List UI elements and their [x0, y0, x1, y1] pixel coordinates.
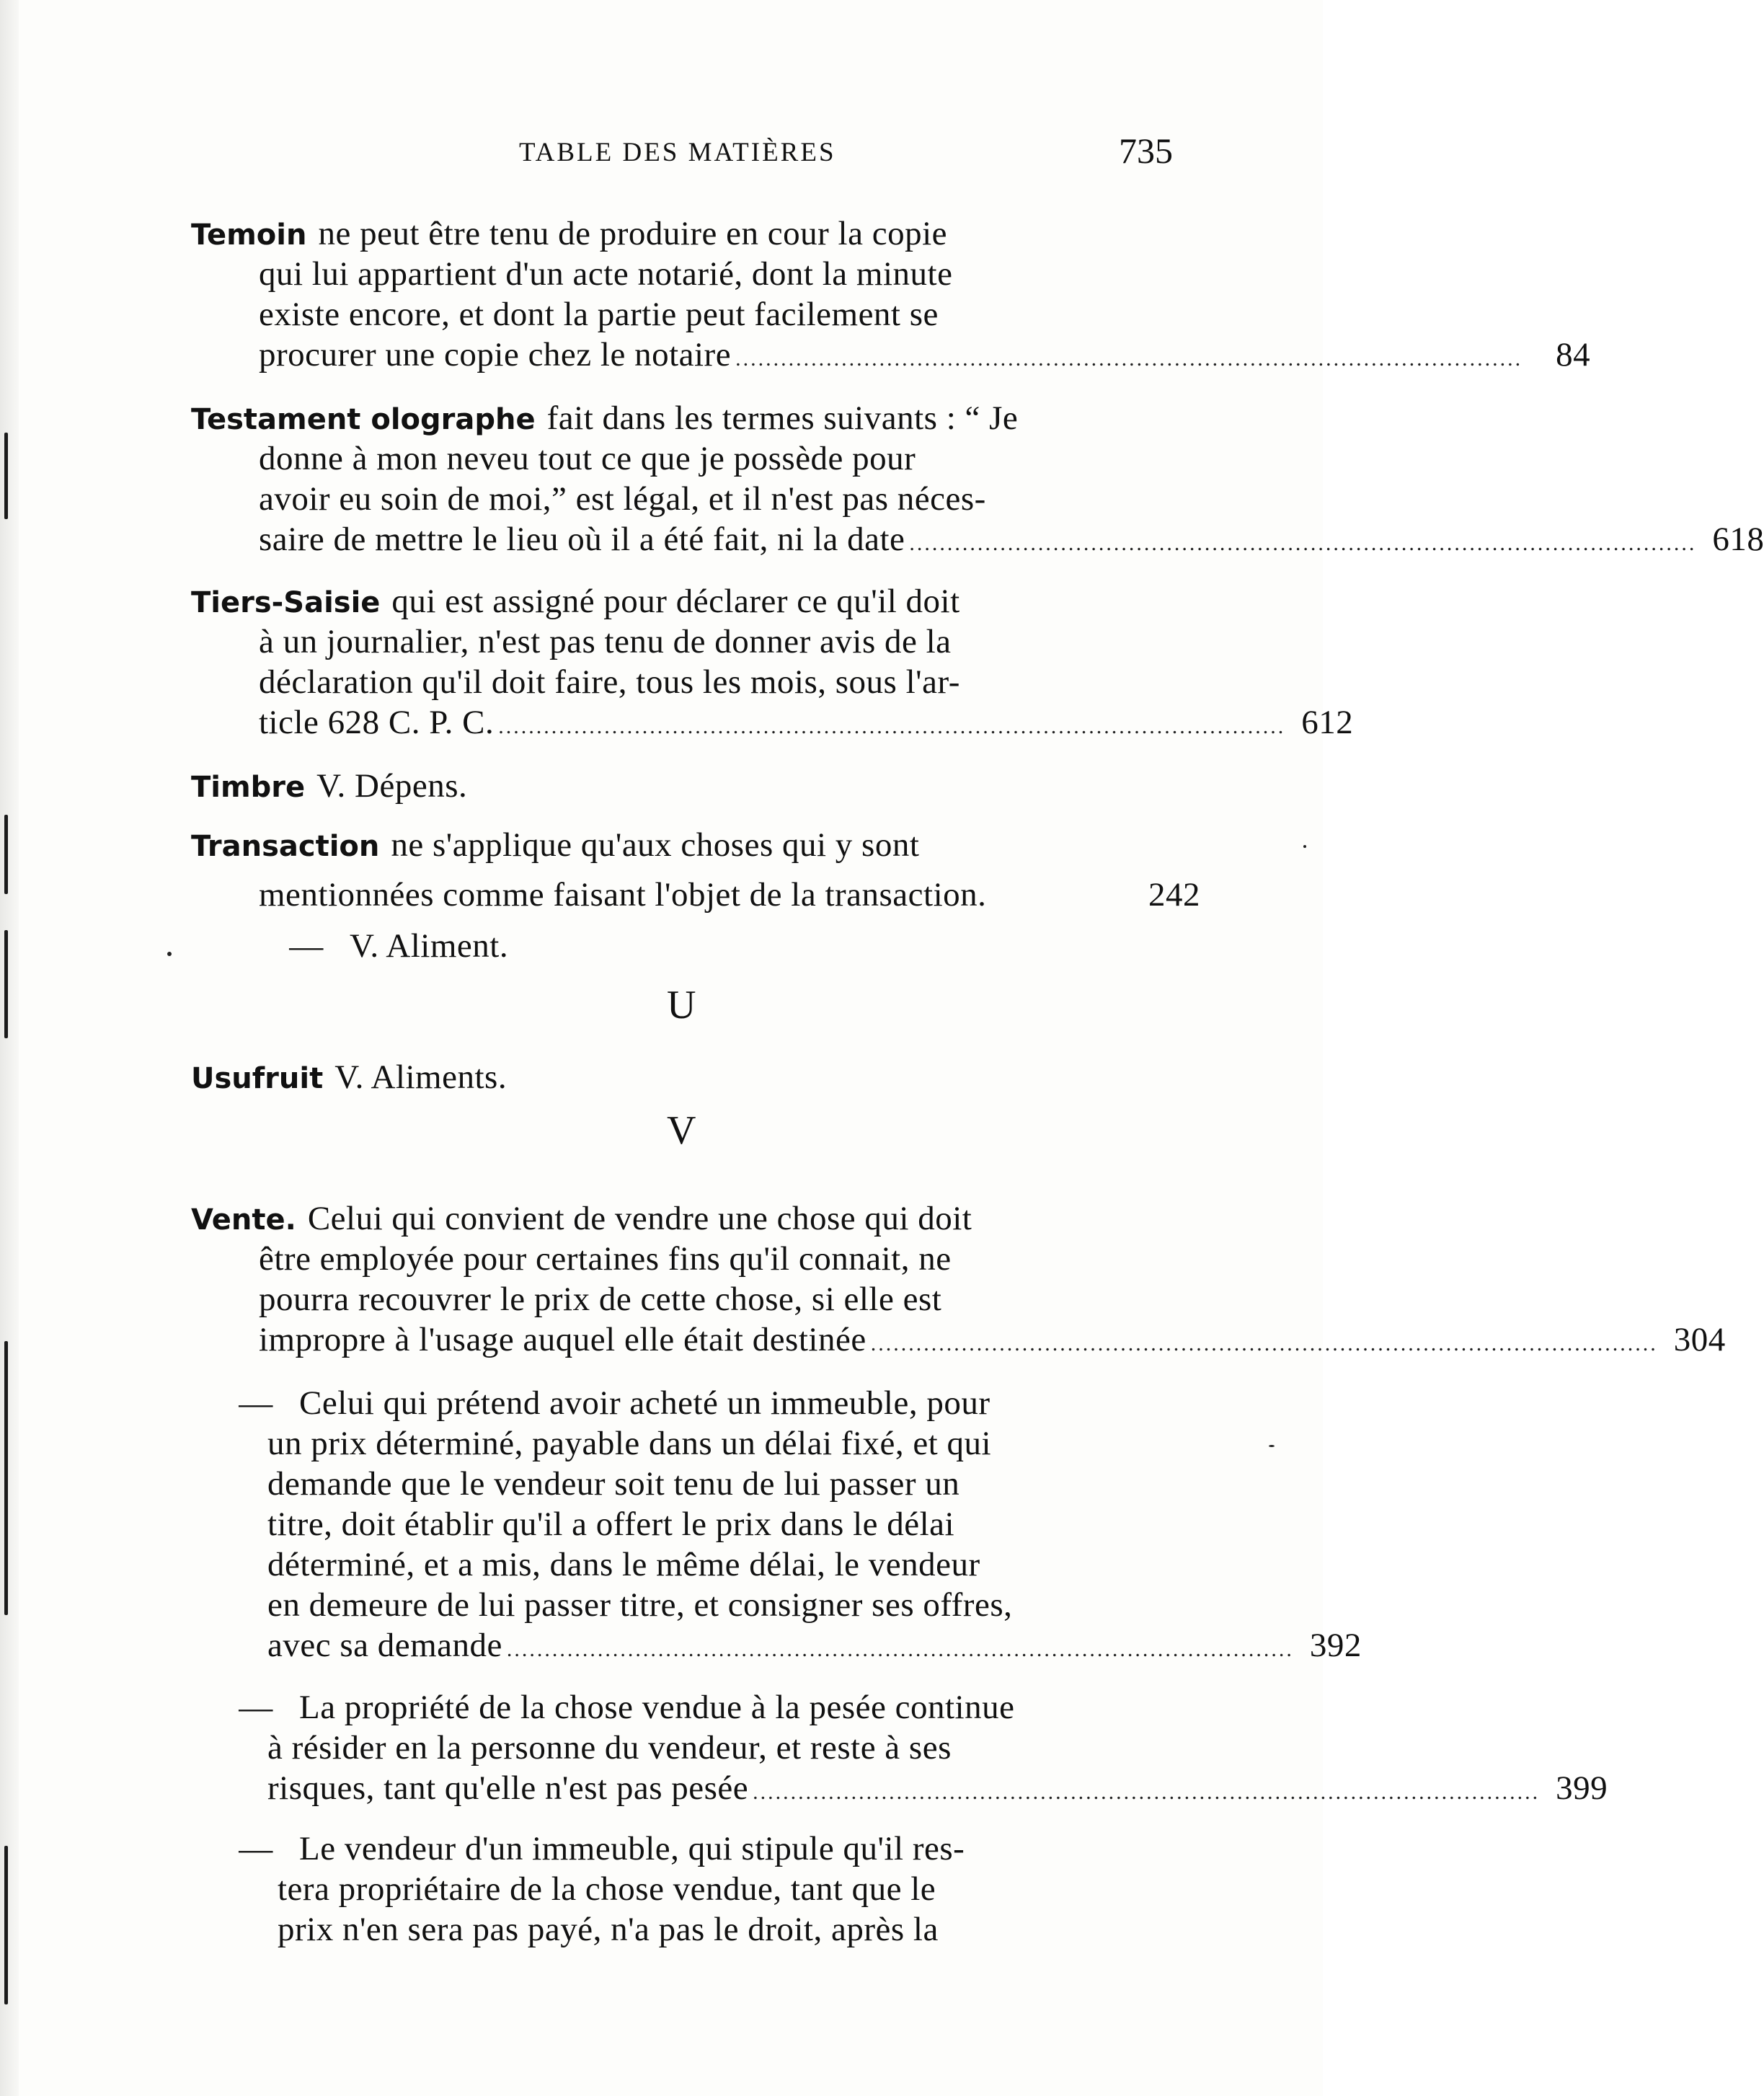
entry-text: procurer une copie chez le notaire — [259, 336, 732, 373]
entry-text: qui lui appartient d'un acte notarié, dont la minute — [259, 255, 953, 293]
binding-shadow-mark — [4, 1846, 8, 2004]
entry-text: demande que le vendeur soit tenu de lui passer un — [267, 1465, 960, 1503]
page-reference: 84 — [1556, 336, 1591, 373]
entry-text: risques, tant qu'elle n'est pas pesée — [267, 1769, 749, 1807]
entry-text: existe encore, et dont la partie peut facilement se — [259, 296, 939, 333]
entry-text: titre, doit établir qu'il a offert le prix dans le délai — [267, 1505, 955, 1543]
page-reference: 399 — [1556, 1769, 1608, 1807]
entry-text: un prix déterminé, payable dans un délai fixé, et qui — [267, 1425, 992, 1462]
entry-text: prix n'en sera pas payé, n'a pas le droit, après la — [278, 1911, 939, 1948]
page-reference: 612 — [1301, 704, 1354, 741]
entry-text: impropre à l'usage auquel elle était destinée — [259, 1321, 867, 1358]
entry-text: être employée pour certaines fins qu'il connait, ne — [259, 1240, 952, 1278]
entry-text: fait dans les termes suivants : “ Je — [546, 399, 1019, 437]
index-entry-transaction — [191, 825, 1200, 914]
section-letter-v: V — [667, 1108, 698, 1153]
entry-text: donne à mon neveu tout ce que je possède pour — [259, 440, 916, 477]
entry-text: à un journalier, n'est pas tenu de donner avis de la — [259, 623, 952, 660]
entry-text: ne s'applique qu'aux choses qui y sont — [391, 826, 920, 864]
entry-text: en demeure de lui passer titre, et consigner ses offres, — [267, 1586, 1013, 1624]
entry-head: Testament olographe — [191, 403, 536, 436]
dot-leader — [990, 865, 1133, 906]
entry-text: qui est assigné pour déclarer ce qu'il doit — [391, 583, 960, 620]
index-entry-testament-olographe — [191, 398, 1764, 560]
entry-text: ne peut être tenu de produire en cour la copie — [318, 215, 947, 252]
section-letter-u: U — [667, 983, 698, 1027]
page-reference: 242 — [1148, 876, 1200, 914]
entry-head: Usufruit — [191, 1062, 324, 1095]
index-entry-temoin — [191, 213, 1591, 375]
entry-text: à résider en la personne du vendeur, et reste à ses — [267, 1729, 952, 1766]
print-speck — [1269, 1445, 1275, 1447]
entry-text: ticle 628 C. P. C. — [259, 704, 495, 741]
entry-text: V. Aliments. — [334, 1058, 508, 1096]
print-speck — [167, 952, 172, 956]
entry-head: Timbre — [191, 771, 306, 804]
entry-head: Temoin — [191, 218, 307, 252]
page-reference: 618 — [1712, 521, 1764, 558]
entry-text: Celui qui convient de vendre une chose qui doit — [307, 1200, 972, 1237]
page-number: 735 — [1119, 131, 1173, 171]
print-speck — [1303, 845, 1306, 848]
index-entry-transaction-see-also — [285, 926, 1294, 966]
index-entry-usufruit — [191, 1057, 1200, 1097]
entry-text: Celui qui prétend avoir acheté un immeuble, pour — [299, 1384, 990, 1422]
entry-text: V. Dépens. — [316, 767, 468, 805]
index-entry-timbre — [191, 766, 1200, 806]
dot-leader: ........................................................................................................ — [753, 1780, 1541, 1804]
entry-text: saire de mettre le lieu où il a été fait, ni la date — [259, 521, 905, 558]
continuation-dash: — — [239, 1384, 273, 1422]
entry-text: V. Aliment. — [350, 927, 509, 965]
entry-text: pourra recouvrer le prix de cette chose, si elle est — [259, 1281, 942, 1318]
entry-head: Tiers-Saisie — [191, 586, 381, 619]
index-subentry-vente-propriete-reservee — [234, 1829, 1200, 1950]
entry-head: Vente. — [191, 1203, 296, 1237]
page-reference: 304 — [1673, 1321, 1726, 1358]
dot-leader: ........................................................................................................ — [909, 531, 1697, 555]
index-entry-vente — [191, 1198, 1726, 1360]
entry-text: mentionnées comme faisant l'objet de la transaction. — [259, 876, 987, 914]
dot-leader: ........................................................................................................ — [506, 1637, 1294, 1661]
dot-leader: ........................................................................................................ — [870, 1332, 1658, 1356]
entry-text: avoir eu soin de moi,” est légal, et il n'est pas néces- — [259, 480, 986, 518]
dot-leader: ........................................................................................................ — [735, 347, 1523, 371]
index-entry-tiers-saisie — [191, 581, 1354, 743]
binding-shadow-mark — [4, 433, 8, 519]
page-reference: 392 — [1309, 1627, 1362, 1664]
entry-text: tera propriétaire de la chose vendue, tant que le — [278, 1870, 936, 1908]
running-head: TABLE DES MATIÈRES — [519, 138, 836, 167]
continuation-dash: — — [239, 1689, 273, 1726]
dot-leader: ........................................................................................................ — [498, 715, 1286, 738]
entry-head: Transaction — [191, 830, 380, 863]
entry-text: déclaration qu'il doit faire, tous les mois, sous l'ar- — [259, 663, 960, 701]
binding-shadow-mark — [4, 815, 8, 894]
binding-shadow-mark — [4, 1341, 8, 1615]
entry-text: déterminé, et a mis, dans le même délai, le vendeur — [267, 1546, 980, 1583]
entry-text: La propriété de la chose vendue à la pesée continue — [299, 1689, 1015, 1726]
entry-text: avec sa demande — [267, 1627, 502, 1664]
entry-text: Le vendeur d'un immeuble, qui stipule qu'il res- — [299, 1830, 965, 1867]
page-binding-edge — [0, 0, 19, 2096]
index-subentry-vente-pesee — [234, 1687, 1608, 1808]
index-subentry-vente-achat-immeuble — [234, 1383, 1362, 1666]
continuation-dash: — — [289, 927, 324, 965]
binding-shadow-mark — [4, 930, 8, 1038]
continuation-dash: — — [239, 1830, 273, 1867]
